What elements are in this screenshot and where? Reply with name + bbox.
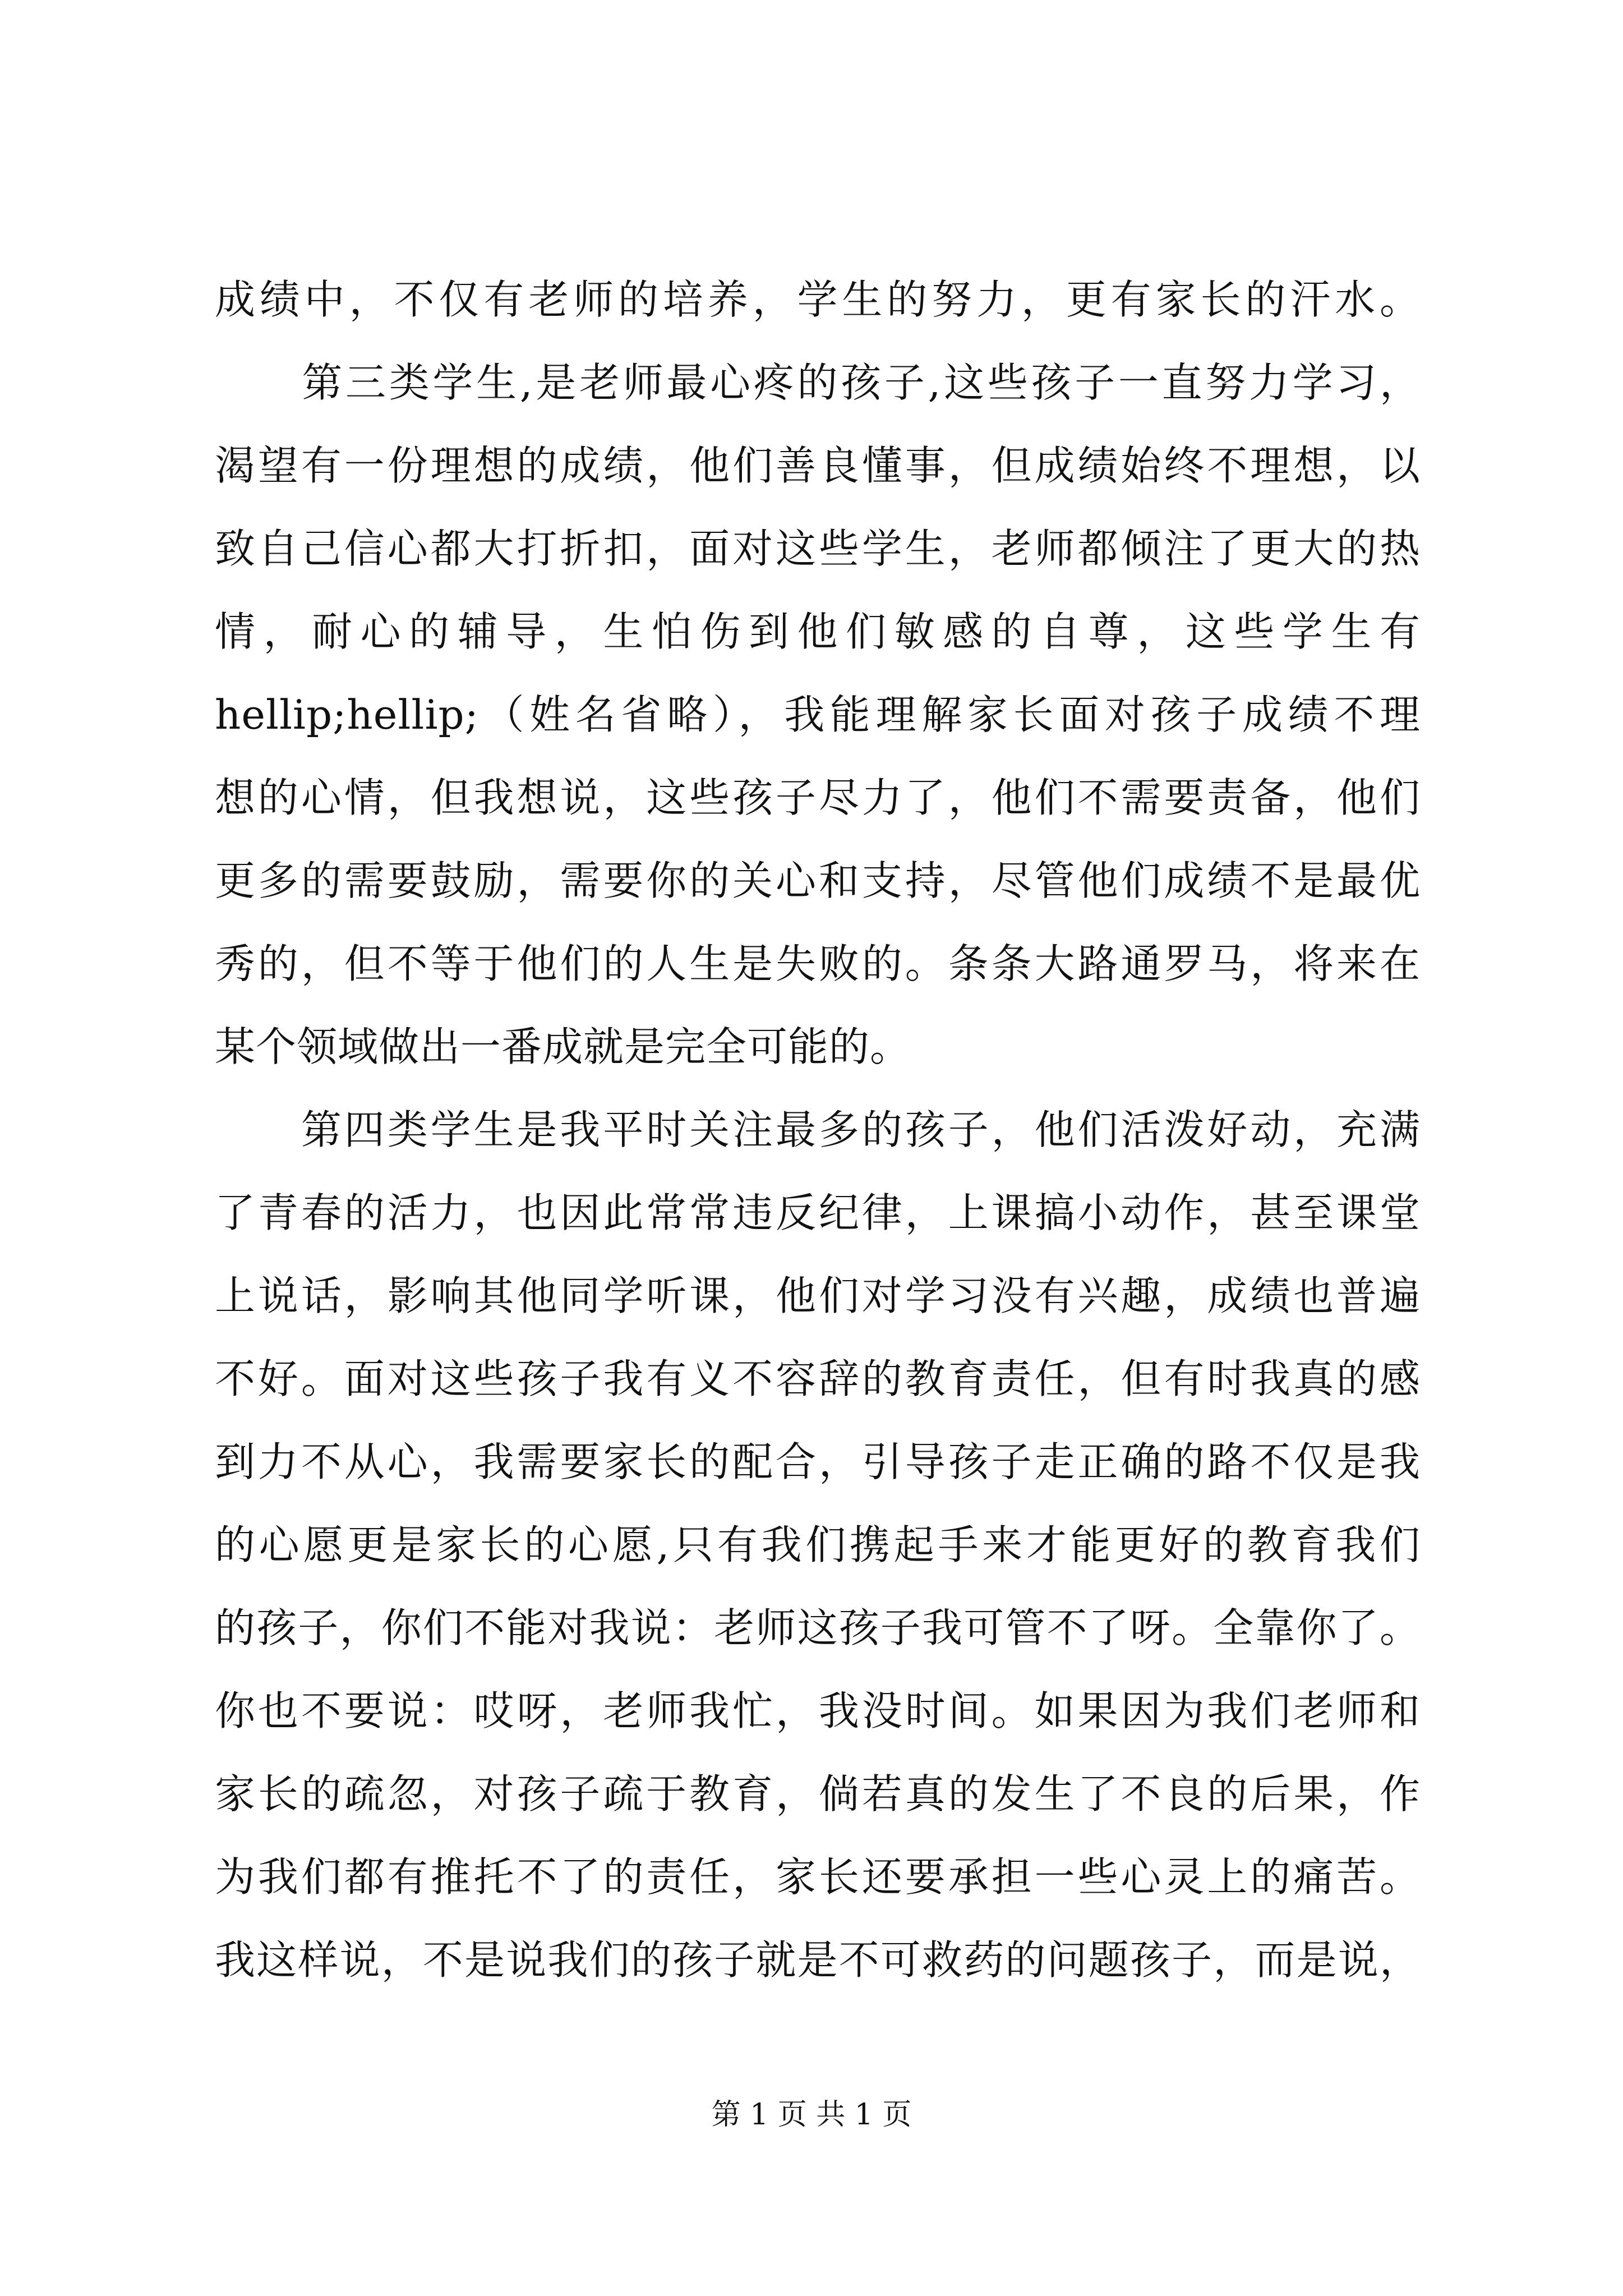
text-line: 更多的需要鼓励，需要你的关心和支持，尽管他们成绩不是最优 [215, 857, 1421, 904]
text-line: 的心愿更是家长的心愿,只有我们携起手来才能更好的教育我们 [215, 1521, 1421, 1568]
text-line: hellip;hellip;（姓名省略），我能理解家长面对孩子成绩不理 [215, 691, 1421, 738]
text-line: 秀的，但不等于他们的人生是失败的。条条大路通罗马，将来在 [215, 940, 1421, 987]
text-line: 了青春的活力，也因此常常违反纪律，上课搞小动作，甚至课堂 [215, 1189, 1421, 1236]
text-line: 家长的疏忽，对孩子疏于教育，倘若真的发生了不良的后果，作 [215, 1770, 1421, 1818]
text-line: 渴望有一份理想的成绩，他们善良懂事，但成绩始终不理想，以 [215, 442, 1421, 489]
text-line: 到力不从心，我需要家长的配合，引导孩子走正确的路不仅是我 [215, 1438, 1421, 1485]
text-line: 某个领域做出一番成就是完全可能的。 [215, 1023, 911, 1070]
text-line: 上说话，影响其他同学听课，他们对学习没有兴趣，成绩也普遍 [215, 1272, 1421, 1319]
text-line: 第四类学生是我平时关注最多的孩子，他们活泼好动，充满 [215, 1106, 1421, 1153]
text-line: 你也不要说：哎呀，老师我忙，我没时间。如果因为我们老师和 [215, 1687, 1421, 1734]
text-line: 致自己信心都大打折扣，面对这些学生，老师都倾注了更大的热 [215, 525, 1421, 572]
text-line: 想的心情，但我想说，这些孩子尽力了，他们不需要责备，他们 [215, 774, 1421, 821]
text-line: 情，耐心的辅导，生怕伤到他们敏感的自尊，这些学生有 [215, 608, 1421, 655]
page-footer: 第 1 页 共 1 页 [711, 2098, 912, 2132]
text-line: 成绩中，不仅有老师的培养，学生的努力，更有家长的汗水。 [215, 276, 1421, 323]
text-line: 的孩子，你们不能对我说：老师这孩子我可管不了呀。全靠你了。 [215, 1604, 1421, 1651]
text-line: 我这样说，不是说我们的孩子就是不可救药的问题孩子，而是说， [215, 1936, 1421, 1984]
body-text [215, 258, 1421, 2001]
text-line: 不好。面对这些孩子我有义不容辞的教育责任，但有时我真的感 [215, 1355, 1421, 1402]
text-line: 第三类学生,是老师最心疼的孩子,这些孩子一直努力学习， [215, 359, 1421, 406]
text-line: 为我们都有推托不了的责任，家长还要承担一些心灵上的痛苦。 [215, 1853, 1421, 1901]
